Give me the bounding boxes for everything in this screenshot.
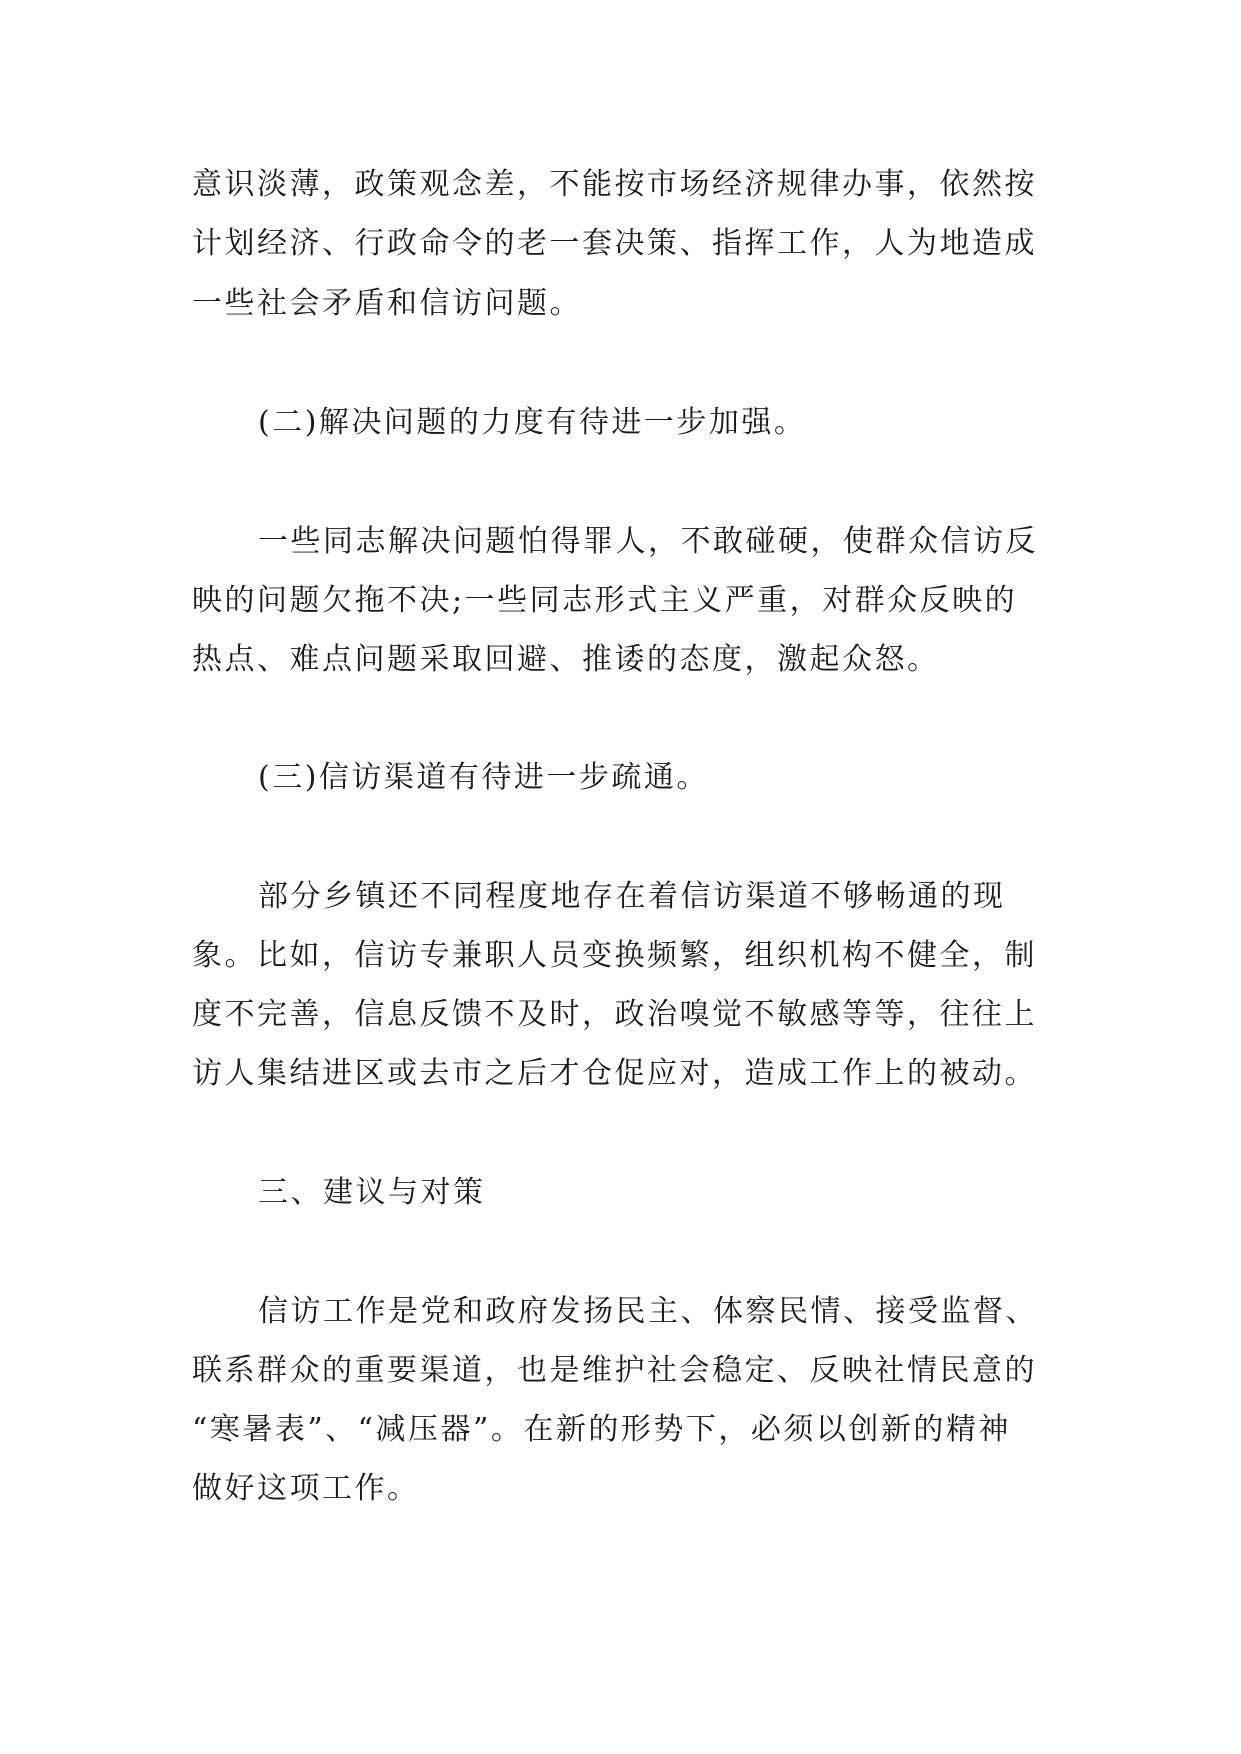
paragraph-line: 一些社会矛盾和信访问题。 [192,286,582,321]
paragraph-line: 联系群众的重要渠道，也是维护社会稳定、反映社情民意的 [192,1353,1037,1388]
section-heading: 三、建议与对策 [258,1175,486,1210]
paragraph-line: 做好这项工作。 [192,1471,420,1506]
paragraph-line: 度不完善，信息反馈不及时，政治嗅觉不敏感等等，往往上 [192,997,1037,1032]
paragraph-line: 信访工作是党和政府发扬民主、体察民情、接受监督、 [258,1294,1038,1329]
paragraph-line: 计划经济、行政命令的老一套决策、指挥工作，人为地造成 [192,226,1037,261]
paragraph-line: 象。比如，信访专兼职人员变换频繁，组织机构不健全，制 [192,938,1037,973]
paragraph-line: 热点、难点问题采取回避、推诿的态度，激起众怒。 [192,642,940,677]
paragraph-line: 意识淡薄，政策观念差，不能按市场经济规律办事，依然按 [192,167,1037,202]
section-heading: (二)解决问题的力度有待进一步加强。 [258,405,807,440]
paragraph-line: “寒暑表”、“减压器”。在新的形势下，必须以创新的精神 [192,1412,1011,1447]
paragraph-line: 一些同志解决问题怕得罪人，不敢碰硬，使群众信访反 [258,524,1038,559]
paragraph-line: 映的问题欠拖不决;一些同志形式主义严重，对群众反映的 [192,583,1018,618]
paragraph-line: 访人集结进区或去市之后才仓促应对，造成工作上的被动。 [192,1056,1037,1091]
section-heading: (三)信访渠道有待进一步疏通。 [258,760,709,795]
paragraph-line: 部分乡镇还不同程度地存在着信访渠道不够畅通的现 [258,879,1006,914]
